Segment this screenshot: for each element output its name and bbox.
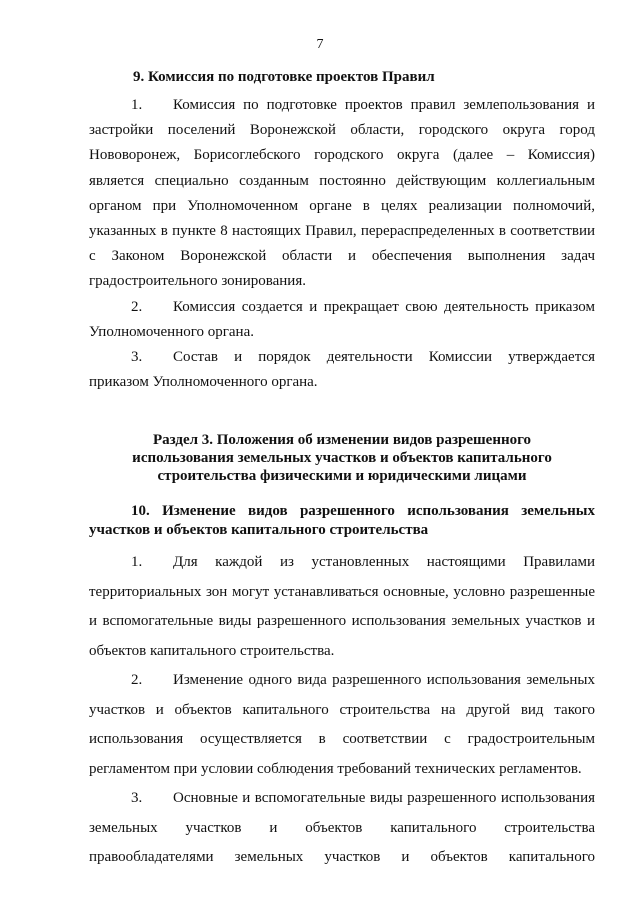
item-text: Состав и порядок деятельности Комиссии утверждается приказом Уполномоченного органа. [89,349,595,391]
section-3-title-line-1: Раздел 3. Положения об изменении видов разрешенного [152,432,532,448]
section-10-heading [89,502,595,540]
section-3-title-line-3: строительства физическими и юридическими лицами [157,468,527,484]
section-9-item-2 [89,295,595,345]
section-9-item-3 [89,345,595,395]
section-3-title [89,431,595,485]
section-9-heading: 9. Комиссия по подготовке проектов Правил [133,69,435,85]
section-10-item-1 [89,548,595,666]
section-9-body [89,93,595,395]
item-text: Для каждой из установленных настоящими Правилами территориальных зон могут устанавливаться основные, условно разрешенные и вспомогательные виды разрешенного использования земельных участков и объектов капитального строительства. [89,554,595,659]
section-10-heading-line-1: 10. Изменение видов разрешенного использования земельных [131,503,595,519]
item-text: Комиссия по подготовке проектов правил землепользования и застройки поселений Воронежской области, городского округа город Нововоронеж, Борисоглебского городского округа (далее – Комиссия) является специально созданным постоянно действующим коллегиальным органом при Уполномоченном органе в целях реализации полномочий, указанных в пункте 8 настоящих Правил, перераспределенных в соответствии с Законом Воронежской области и обеспечения выполнения задач градостроительного зонирования. [89,97,595,290]
section-3-title-line-2: использования земельных участков и объектов капитального [132,450,552,466]
section-10-item-2 [89,666,595,784]
section-10-item-3 [89,784,595,873]
item-text: Изменение одного вида разрешенного использования земельных участков и объектов капитального строительства на другой вид такого использования осуществляется в соответствии с градостроительным регламентом при условии соблюдения требований технических регламентов. [89,672,595,777]
item-number: 2. [131,298,143,315]
item-number: 1. [131,97,143,113]
item-number: 1. [131,554,143,570]
item-number: 2. [131,672,143,688]
section-10-heading-line-2: участков и объектов капитального строительства [89,522,429,538]
item-text: Основные и вспомогательные виды разрешенного использования земельных участков и объектов капитального строительства правообладателями земельных участков и объектов капитального [89,790,595,865]
section-10-body [89,548,595,873]
item-number: 3. [131,349,143,366]
section-9-item-1 [89,93,595,295]
item-number: 3. [131,790,143,806]
item-text: Комиссия создается и прекращает свою деятельность приказом Уполномоченного органа. [89,298,595,340]
page-number: 7 [316,37,324,52]
